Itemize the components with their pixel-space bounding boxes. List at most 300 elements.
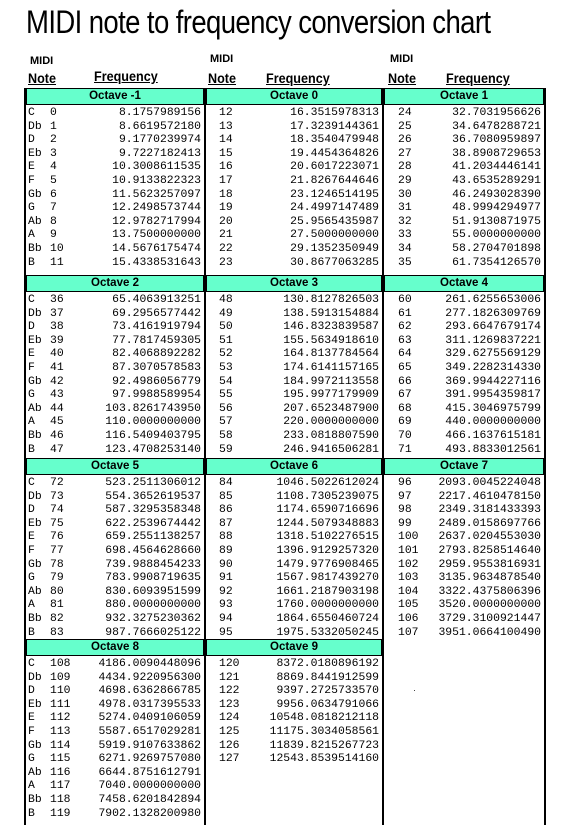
frequency-value: 440.0000000000 [445,416,541,429]
table-row [206,335,382,349]
frequency-value: 987.7666025122 [105,626,201,639]
table-row [206,348,382,362]
note-name: Gb [28,558,42,571]
table-row [206,161,382,175]
frequency-value: 5919.9107633862 [98,739,201,752]
midi-number: 1 [50,120,57,133]
frequency-value: 36.7080959897 [452,134,541,147]
table-row [384,202,544,216]
frequency-value: 2349.3181433393 [438,504,541,517]
frequency-value: 4978.0317395533 [98,698,201,711]
midi-number: 123 [219,698,240,711]
frequency-value: 8869.8441912599 [276,671,379,684]
table-row [384,477,544,491]
frequency-value: 5587.6517029281 [98,726,201,738]
midi-header-label: MIDI [30,55,54,67]
midi-number: 112 [50,712,71,725]
table-row [26,780,204,794]
table-row [206,572,382,586]
midi-header-label: MIDI [210,53,234,65]
table-row [206,376,382,390]
midi-number: 50 [219,321,233,334]
table-row [384,572,544,586]
table-row [206,699,382,713]
table-row [384,389,544,403]
table-row [206,416,382,430]
midi-number: 30 [398,188,412,201]
midi-number: 12 [219,107,233,119]
table-row [206,202,382,216]
note-name: G [28,753,35,766]
frequency-value: 27.5000000000 [290,229,379,242]
note-name: B [28,443,35,456]
midi-number: 121 [219,671,240,684]
midi-number: 70 [398,430,412,442]
midi-number: 34 [398,243,412,255]
frequency-value: 174.6141157165 [283,362,379,374]
frequency-value: 123.4708253140 [105,443,201,456]
table-row [26,699,204,713]
frequency-value: 9397.2725733570 [276,685,379,698]
note-name: Bb [28,243,42,255]
midi-number: 61 [398,307,412,320]
page-title: MIDI note to frequency conversion chart [26,4,491,40]
table-column-3 [384,88,546,825]
frequency-value: 3729.3100921447 [438,613,541,625]
frequency-value: 622.2539674442 [105,517,201,530]
midi-number: 13 [219,120,233,133]
frequency-value: 155.5634918610 [283,334,379,347]
midi-number: 124 [219,712,240,725]
midi-number: 109 [50,671,71,684]
note-name: Eb [28,147,42,160]
table-row [26,376,204,390]
table-row [206,740,382,754]
table-row [384,416,544,430]
midi-number: 74 [50,504,64,517]
frequency-value: 246.9416506281 [283,443,379,456]
midi-number: 68 [398,402,412,415]
note-name: D [28,134,35,147]
note-name: Gb [28,188,42,201]
frequency-value: 466.1637615181 [445,430,541,442]
table-row [26,362,204,376]
frequency-value: 1760.0000000000 [276,599,379,612]
table-column-2 [206,88,384,825]
frequency-value: 1864.6550460724 [276,613,379,625]
frequency-value: 493.8833012561 [445,443,541,456]
midi-number: 64 [398,348,412,361]
midi-number: 47 [50,443,64,456]
table-row [384,243,544,257]
octave-header: Octave 3 [206,275,382,292]
frequency-value: 146.8323839587 [283,321,379,334]
note-name: C [28,477,35,489]
table-row [206,294,382,308]
table-row [206,712,382,726]
frequency-value: 277.1826309769 [445,307,541,320]
note-name: E [28,348,35,361]
frequency-value: 1396.9129257320 [276,545,379,557]
frequency-value: 698.4564628660 [105,545,201,557]
table-row [206,658,382,672]
frequency-value: 11.5623257097 [112,188,201,201]
table-row [26,658,204,672]
midi-number: 101 [398,545,419,557]
octave-header: Octave 7 [384,458,544,475]
table-row [206,362,382,376]
table-row [26,672,204,686]
frequency-value: 32.7031956626 [452,107,541,119]
table-row [26,161,204,175]
midi-number: 65 [398,362,412,374]
frequency-value: 82.4068892282 [112,348,201,361]
midi-number: 62 [398,321,412,334]
table-row [384,335,544,349]
midi-number: 46 [50,430,64,442]
note-name: B [28,626,35,639]
frequency-value: 12.9782717994 [112,215,201,228]
frequency-value: 13.7500000000 [112,229,201,242]
midi-header-label: MIDI [390,53,414,65]
frequency-value: 19.4454364826 [290,147,379,160]
table-row [206,504,382,518]
midi-number: 100 [398,531,419,544]
table-row [384,586,544,600]
frequency-value: 9.7227182413 [118,147,201,160]
frequency-value: 523.2511306012 [105,477,201,489]
midi-number: 78 [50,558,64,571]
table-row [26,767,204,781]
table-row [26,477,204,491]
table-row [206,685,382,699]
midi-number: 116 [50,766,71,779]
table-row [26,444,204,458]
frequency-value: 4186.0090448096 [98,658,201,670]
midi-number: 107 [398,626,419,639]
table-row [206,403,382,417]
table-row [206,229,382,243]
table-row [384,229,544,243]
table-row [384,559,544,573]
midi-number: 69 [398,416,412,429]
frequency-value: 4698.6362866785 [98,685,201,698]
frequency-value: 415.3046975799 [445,402,541,415]
midi-number: 16 [219,161,233,174]
table-row [26,321,204,335]
frequency-value: 3322.4375806396 [438,585,541,598]
table-row [26,531,204,545]
note-name: C [28,658,35,670]
frequency-value: 1318.5102276515 [276,531,379,544]
table-row [206,216,382,230]
frequency-value: 369.9944227116 [445,375,541,388]
midi-number: 105 [398,599,419,612]
frequency-value: 43.6535289291 [452,175,541,187]
midi-number: 108 [50,658,71,670]
frequency-value: 41.2034446141 [452,161,541,174]
midi-number: 104 [398,585,419,598]
frequency-value: 38.8908729653 [452,147,541,160]
table-row [26,216,204,230]
note-name: Gb [28,739,42,752]
note-name: Ab [28,402,42,415]
table-row [384,430,544,444]
frequency-value: 1244.5079348883 [276,517,379,530]
midi-number: 7 [50,202,57,215]
note-name: G [28,202,35,215]
note-name: C [28,107,35,119]
frequency-value: 8.6619572180 [118,120,201,133]
midi-number: 15 [219,147,233,160]
midi-number: 90 [219,558,233,571]
note-header-label: Note [208,70,237,86]
frequency-value: 3520.0000000000 [438,599,541,612]
midi-number: 19 [219,202,233,215]
table-row [26,518,204,532]
midi-number: 33 [398,229,412,242]
frequency-value: 6271.9269757080 [98,753,201,766]
note-name: A [28,229,35,242]
frequency-value: 195.9977179909 [283,389,379,402]
table-row [384,613,544,627]
frequency-value: 311.1269837221 [445,334,541,347]
table-row [384,545,544,559]
octave-header: Octave 8 [26,639,204,656]
frequency-value: 9.1770239974 [118,134,201,147]
frequency-value: 12.2498573744 [112,202,201,215]
midi-number: 21 [219,229,233,242]
frequency-value: 391.9954359817 [445,389,541,402]
frequency-value: 24.4997147489 [290,202,379,215]
midi-number: 89 [219,545,233,557]
table-row [206,121,382,135]
midi-number: 75 [50,517,64,530]
frequency-value: 46.2493028390 [452,188,541,201]
table-row [206,308,382,322]
midi-number: 94 [219,613,233,625]
midi-number: 43 [50,389,64,402]
table-row [384,148,544,162]
frequency-header-label: Frequency [266,70,330,86]
table-row [26,613,204,627]
frequency-value: 8372.0180896192 [276,658,379,670]
table-row [26,348,204,362]
midi-number: 53 [219,362,233,374]
midi-number: 11 [50,256,64,269]
frequency-value: 659.2551138257 [105,531,201,544]
midi-number: 52 [219,348,233,361]
midi-number: 24 [398,107,412,119]
frequency-value: 11839.8215267723 [269,739,379,752]
frequency-value: 2217.4610478150 [438,490,541,503]
table-row [26,107,204,121]
midi-number: 38 [50,321,64,334]
midi-number: 57 [219,416,233,429]
frequency-value: 69.2956577442 [112,307,201,320]
table-row [26,753,204,767]
midi-number: 73 [50,490,64,503]
midi-number: 59 [219,443,233,456]
table-row [384,294,544,308]
frequency-value: 329.6275569129 [445,348,541,361]
midi-number: 95 [219,626,233,639]
note-name: B [28,807,35,820]
table-row [384,376,544,390]
frequency-value: 55.0000000000 [452,229,541,242]
table-row [384,599,544,613]
note-name: Db [28,490,42,503]
note-name: Db [28,671,42,684]
frequency-value: 20.6017223071 [290,161,379,174]
frequency-value: 73.4161919794 [112,321,201,334]
table-row [26,545,204,559]
octave-header: Octave 4 [384,275,544,292]
note-name: F [28,545,35,557]
midi-number: 81 [50,599,64,612]
midi-number: 42 [50,375,64,388]
frequency-value: 554.3652619537 [105,490,201,503]
table-row [26,189,204,203]
note-name: D [28,321,35,334]
frequency-value: 77.7817459305 [112,334,201,347]
midi-number: 113 [50,726,71,738]
midi-number: 49 [219,307,233,320]
octave-header: Octave -1 [26,88,204,105]
midi-number: 23 [219,256,233,269]
note-name: C [28,294,35,306]
midi-number: 114 [50,739,71,752]
midi-number: 119 [50,807,71,820]
stray-mark [414,690,415,691]
midi-number: 115 [50,753,71,766]
frequency-value: 2637.0204553030 [438,531,541,544]
frequency-value: 21.8267644646 [290,175,379,187]
midi-number: 41 [50,362,64,374]
midi-number: 56 [219,402,233,415]
note-name: E [28,531,35,544]
note-name: Bb [28,794,42,806]
note-name: G [28,389,35,402]
midi-number: 71 [398,443,412,456]
table-row [26,148,204,162]
table-row [384,121,544,135]
table-row [206,477,382,491]
table-row [26,808,204,822]
midi-number: 120 [219,658,240,670]
table-row [206,491,382,505]
note-name: G [28,572,35,585]
midi-number: 39 [50,334,64,347]
frequency-value: 18.3540479948 [290,134,379,147]
frequency-value: 92.4986056779 [112,375,201,388]
midi-number: 87 [219,517,233,530]
note-name: F [28,726,35,738]
table-row [26,335,204,349]
midi-number: 66 [398,375,412,388]
frequency-value: 207.6523487900 [283,402,379,415]
midi-number: 60 [398,294,412,306]
midi-number: 99 [398,517,412,530]
frequency-value: 7040.0000000000 [98,780,201,793]
table-row [206,613,382,627]
octave-header: Octave 9 [206,639,382,656]
table-row [384,189,544,203]
table-row [26,586,204,600]
frequency-value: 12543.8539514160 [269,753,379,766]
frequency-value: 25.9565435987 [290,215,379,228]
frequency-value: 9956.0634791066 [276,698,379,711]
midi-number: 36 [50,294,64,306]
table-row [384,216,544,230]
table-row [26,121,204,135]
frequency-value: 7458.6201842894 [98,794,201,806]
note-name: Ab [28,766,42,779]
midi-number: 26 [398,134,412,147]
table-row [384,161,544,175]
frequency-value: 3135.9634878540 [438,572,541,585]
frequency-value: 61.7354126570 [452,256,541,269]
table-row [384,175,544,189]
frequency-value: 880.0000000000 [105,599,201,612]
midi-number: 9 [50,229,57,242]
table-row [26,740,204,754]
frequency-value: 1174.6590716696 [276,504,379,517]
note-name: Eb [28,334,42,347]
midi-number: 76 [50,531,64,544]
table-row [26,294,204,308]
note-name: D [28,504,35,517]
table-row [26,308,204,322]
frequency-value: 587.3295358348 [105,504,201,517]
frequency-value: 23.1246514195 [290,188,379,201]
frequency-value: 2489.0158697766 [438,517,541,530]
note-header-label: Note [388,70,417,86]
note-name: Bb [28,430,42,442]
midi-number: 77 [50,545,64,557]
midi-number: 5 [50,175,57,187]
table-row [26,175,204,189]
note-name: Bb [28,613,42,625]
frequency-value: 10.3008611535 [112,161,201,174]
table-row [206,389,382,403]
table-row [206,321,382,335]
note-name: Db [28,307,42,320]
frequency-value: 11175.3034058561 [269,726,379,738]
frequency-value: 4434.9220956300 [98,671,201,684]
table-row [384,491,544,505]
table-row [384,627,544,641]
frequency-value: 87.3070578583 [112,362,201,374]
table-row [26,389,204,403]
frequency-value: 233.0818807590 [283,430,379,442]
midi-number: 80 [50,585,64,598]
midi-number: 29 [398,175,412,187]
note-name: D [28,685,35,698]
table-row [206,148,382,162]
note-name: Eb [28,698,42,711]
midi-number: 82 [50,613,64,625]
table-row [384,308,544,322]
table-row [384,134,544,148]
octave-header: Octave 0 [206,88,382,105]
frequency-value: 220.0000000000 [283,416,379,429]
frequency-value: 1661.2187903198 [276,585,379,598]
table-row [206,753,382,767]
midi-number: 27 [398,147,412,160]
frequency-value: 1479.9776908465 [276,558,379,571]
table-row [206,257,382,271]
